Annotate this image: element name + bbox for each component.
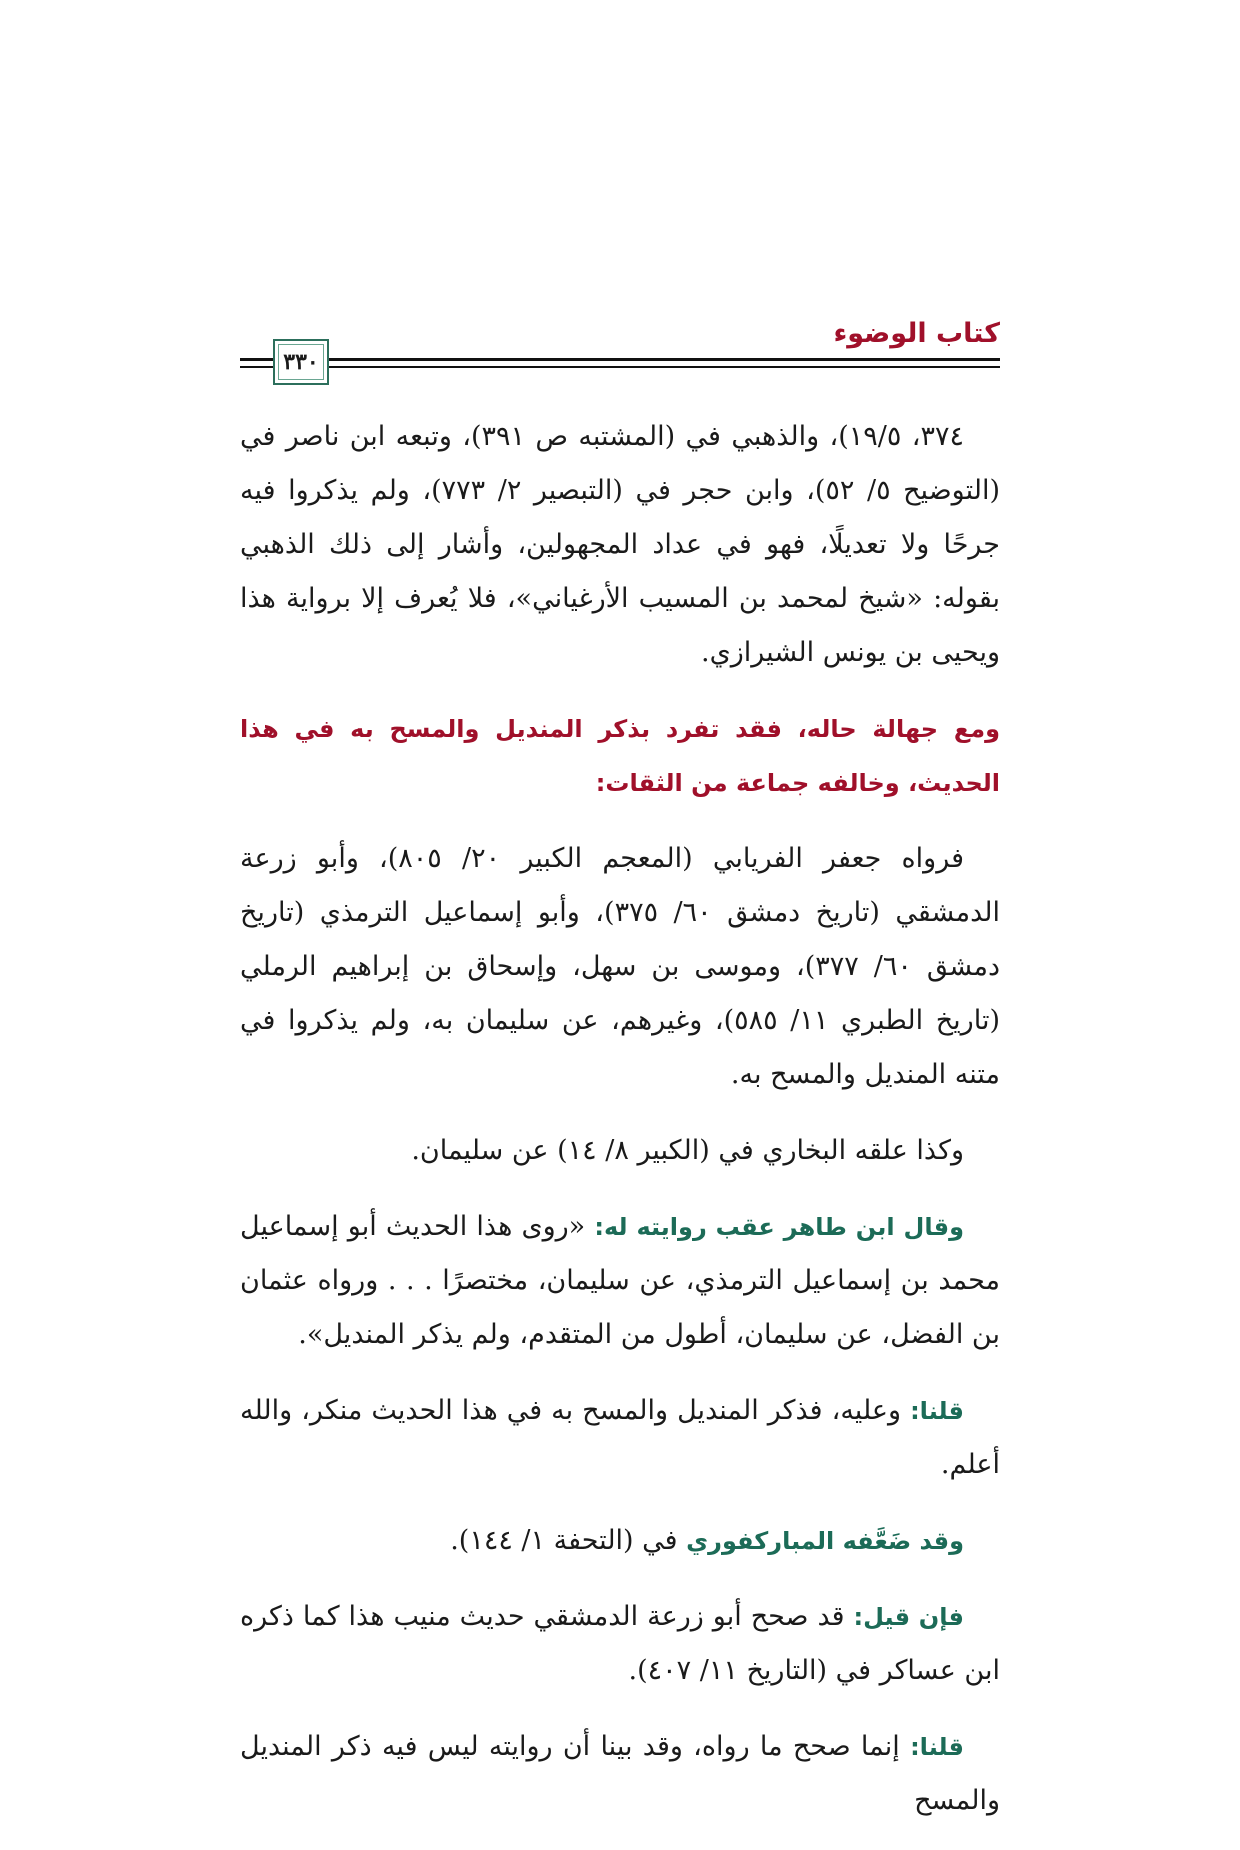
paragraph-6 — [240, 1384, 1000, 1492]
paragraph-5-text: «روى هذا الحديث أبو إسماعيل محمد بن إسماعيل الترمذي، عن سليمان، مختصرًا . . . ورواه عثمان بن الفضل، عن سليمان، أطول من المتقدم، ولم يذكر المنديل». — [240, 1211, 1000, 1350]
paragraph-5 — [240, 1200, 1000, 1362]
paragraph-9-lead: قلنا: — [910, 1733, 964, 1761]
header-rule-top — [240, 358, 1000, 361]
paragraph-5-lead: وقال ابن طاهر عقب روايته له: — [594, 1213, 964, 1241]
paragraph-1: ٣٧٤، ١٩/٥)، والذهبي في (المشتبه ص ٣٩١)، وتبعه ابن ناصر في (التوضيح ٥/ ٥٢)، وابن حجر في (التبصير ٢/ ٧٧٣)، ولم يذكروا فيه جرحًا ولا تعديلًا، فهو في عداد المجهولين، وأشار إلى ذلك الذهبي بقوله: «شيخ لمحمد بن المسيب الأرغياني»، فلا يُعرف إلا برواية هذا ويحيى بن يونس الشيرازي. — [240, 421, 1000, 668]
paragraph-8-text: قد صحح أبو زرعة الدمشقي حديث منيب هذا كما ذكره ابن عساكر في (التاريخ ١١/ ٤٠٧). — [240, 1601, 1000, 1686]
paragraph-2-highlight — [240, 702, 1000, 810]
paragraph-6-text: وعليه، فذكر المنديل والمسح به في هذا الحديث منكر، والله أعلم. — [240, 1395, 1000, 1480]
paragraph-7-text: في (التحفة ١/ ١٤٤). — [450, 1525, 687, 1556]
page-number: ٣٣٠ — [283, 349, 319, 375]
paragraph-9 — [240, 1720, 1000, 1828]
page — [240, 300, 1000, 1850]
paragraph-8 — [240, 1590, 1000, 1698]
header-rule-bottom — [240, 366, 1000, 368]
body-text — [240, 410, 1000, 1828]
page-header — [240, 300, 1000, 392]
paragraph-4: وكذا علقه البخاري في (الكبير ٨/ ١٤) عن سليمان. — [411, 1135, 964, 1166]
paragraph-7-lead: وقد ضَعَّفه المباركفوري — [686, 1527, 964, 1555]
paragraph-3: فرواه جعفر الفريابي (المعجم الكبير ٢٠/ ٨٠٥)، وأبو زرعة الدمشقي (تاريخ دمشق ٦٠/ ٣٧٥)، وأبو إسماعيل الترمذي (تاريخ دمشق ٦٠/ ٣٧٧)، وموسى بن سهل، وإسحاق بن إبراهيم الرملي (تاريخ الطبري ١١/ ٥٨٥)، وغيرهم، عن سليمان به، ولم يذكروا في متنه المنديل والمسح به. — [240, 843, 1000, 1090]
paragraph-6-lead: قلنا: — [910, 1397, 964, 1425]
paragraph-7 — [240, 1514, 1000, 1568]
paragraph-8-lead: فإن قيل: — [853, 1603, 965, 1631]
paragraph-9-text: إنما صحح ما رواه، وقد بينا أن روايته ليس فيه ذكر المنديل والمسح — [240, 1731, 1000, 1816]
page-number-box — [273, 339, 329, 385]
highlighted-statement: ومع جهالة حاله، فقد تفرد بذكر المنديل والمسح به في هذا الحديث، وخالفه جماعة من الثقات: — [240, 715, 1000, 797]
book-title: كتاب الوضوء — [833, 318, 1000, 349]
